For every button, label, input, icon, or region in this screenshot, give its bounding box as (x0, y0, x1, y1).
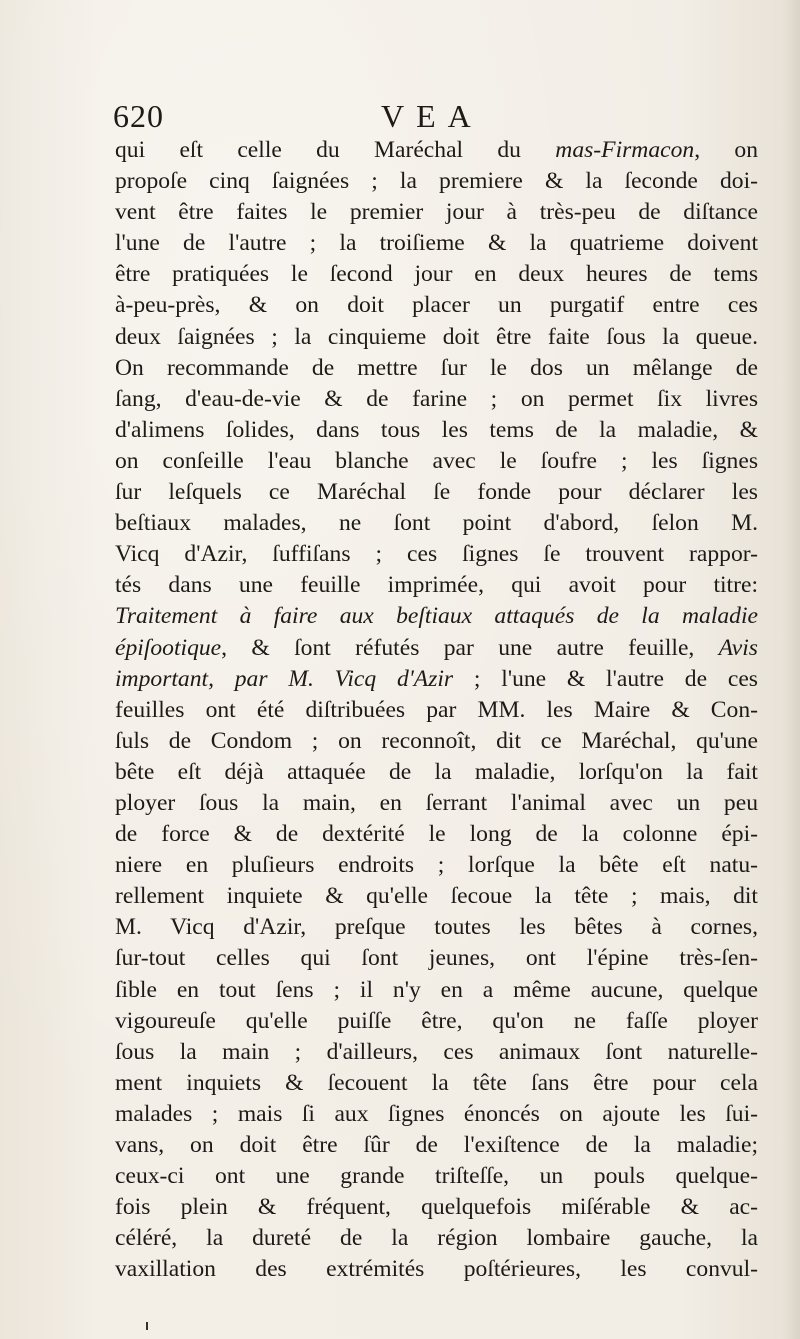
text-segment: feuilles ont été diſtribuées par MM. les Maire & Con- (115, 696, 758, 723)
text-segment: vent être faites le premier jour à très-peu de diſtance (115, 199, 758, 226)
italic-segment: mas-Firmacon (555, 137, 695, 163)
text-line (115, 259, 758, 290)
text-line (115, 1006, 758, 1037)
text-segment: tés dans une feuille imprimée, qui avoit pour titre: (115, 572, 758, 599)
text-line (115, 788, 758, 819)
text-line (115, 881, 758, 912)
text-line (115, 757, 758, 788)
text-line (115, 664, 758, 695)
text-segment: on conſeille l'eau blanche avec le ſoufre ; les ſignes (115, 447, 758, 474)
text-segment: ſible en tout ſens ; il n'y en a même aucune, quelque (115, 976, 758, 1003)
text-segment: l'une de l'autre ; la troiſieme & la quatrieme doivent (115, 230, 758, 257)
text-line (115, 695, 758, 726)
text-line (115, 508, 758, 539)
text-line (115, 477, 758, 508)
text-segment: ceux-ci ont une grande triſteſſe, un pouls quelque- (115, 1163, 758, 1190)
text-segment: vigoureuſe qu'elle puiſſe être, qu'on ne faſſe ployer (115, 1007, 758, 1034)
text-line (115, 228, 758, 259)
text-line (115, 1223, 758, 1254)
text-line (115, 446, 758, 477)
text-segment: fois plein & fréquent, quelquefois miſérable & ac- (115, 1194, 758, 1221)
text-segment: ſur-tout celles qui ſont jeunes, ont l'épine très-ſen- (115, 945, 758, 972)
text-line (115, 1192, 758, 1223)
text-segment: beſtiaux malades, ne ſont point d'abord, ſelon M. (115, 510, 758, 537)
text-line (115, 135, 758, 166)
text-line (115, 633, 758, 664)
text-segment: ſur leſquels ce Maréchal ſe fonde pour déclarer les (115, 479, 758, 506)
text-segment: de force & de dextérité le long de la colonne épi- (115, 821, 758, 848)
text-segment: vans, on doit être ſûr de l'exiſtence de la maladie; (115, 1132, 758, 1158)
text-line (115, 353, 758, 384)
text-segment: , & ſont réfutés par une autre feuille, (221, 634, 719, 661)
page-number: 620 (113, 98, 164, 134)
text-segment: ployer ſous la main, en ſerrant l'animal avec un peu (115, 789, 758, 816)
text-line (115, 1068, 758, 1099)
text-line (115, 1161, 758, 1192)
body-text (115, 135, 758, 1285)
text-line (115, 322, 758, 353)
text-segment: ; l'une & l'autre de ces (453, 665, 758, 692)
running-head: VEA (381, 98, 483, 134)
text-segment: bête eſt déjà attaquée de la maladie, lorſqu'on la fait (115, 758, 758, 785)
text-segment: être pratiquées le ſecond jour en deux heures de tems (115, 261, 758, 288)
text-line (115, 726, 758, 757)
text-segment: deux ſaignées ; la cinquieme doit être faite ſous la queue. (115, 323, 758, 350)
text-segment: , on (694, 137, 758, 163)
text-line (115, 570, 758, 601)
italic-segment: épiſootique (115, 634, 222, 661)
italic-segment: Traitement à faire aux beſtiaux attaqués de la maladie (115, 603, 758, 630)
text-segment: Vicq d'Azir, ſuffiſans ; ces ſignes ſe trouvent rappor- (115, 541, 758, 568)
text-line (115, 850, 758, 881)
text-line (115, 943, 758, 974)
text-line (115, 1099, 758, 1130)
text-line (115, 601, 758, 632)
text-line (115, 166, 758, 197)
text-segment: céléré, la dureté de la région lombaire gauche, la (115, 1225, 758, 1252)
italic-segment: Avis (718, 634, 758, 661)
text-line (115, 819, 758, 850)
text-line (115, 1130, 758, 1161)
text-line (115, 1037, 758, 1068)
printer-mark (146, 1322, 148, 1330)
text-line (115, 539, 758, 570)
text-line (115, 197, 758, 228)
text-segment: ment inquiets & ſecouent la tête ſans être pour cela (115, 1069, 758, 1096)
text-segment: propoſe cinq ſaignées ; la premiere & la ſeconde doi- (115, 168, 758, 195)
text-line (115, 912, 758, 943)
page-header (113, 98, 753, 138)
italic-segment: important, par M. Vicq d'Azir (115, 665, 454, 692)
text-segment: ſous la main ; d'ailleurs, ces animaux ſont naturelle- (115, 1038, 758, 1065)
text-segment: M. Vicq d'Azir, preſque toutes les bêtes à cornes, (115, 914, 758, 941)
text-line (115, 975, 758, 1006)
text-segment: On recommande de mettre ſur le dos un mêlange de (115, 354, 758, 381)
text-segment: malades ; mais ſi aux ſignes énoncés on ajoute les ſui- (115, 1100, 758, 1127)
page-edge-shadow (782, 0, 800, 1339)
text-line (115, 384, 758, 415)
text-segment: à-peu-près, & on doit placer un purgatif entre ces (115, 292, 758, 319)
text-line (115, 1254, 758, 1285)
text-line (115, 415, 758, 446)
text-segment: d'alimens ſolides, dans tous les tems de la maladie, & (115, 416, 758, 443)
text-segment: qui eſt celle du Maréchal du (115, 137, 556, 163)
text-segment: ſang, d'eau-de-vie & de farine ; on permet ſix livres (115, 385, 758, 412)
text-segment: ſuls de Condom ; on reconnoît, dit ce Maréchal, qu'une (115, 727, 758, 754)
text-segment: niere en pluſieurs endroits ; lorſque la bête eſt natu- (115, 852, 758, 879)
text-segment: rellement inquiete & qu'elle ſecoue la tête ; mais, dit (115, 883, 758, 910)
text-segment: vaxillation des extrémités poſtérieures, les convul- (115, 1256, 758, 1283)
text-line (115, 290, 758, 321)
